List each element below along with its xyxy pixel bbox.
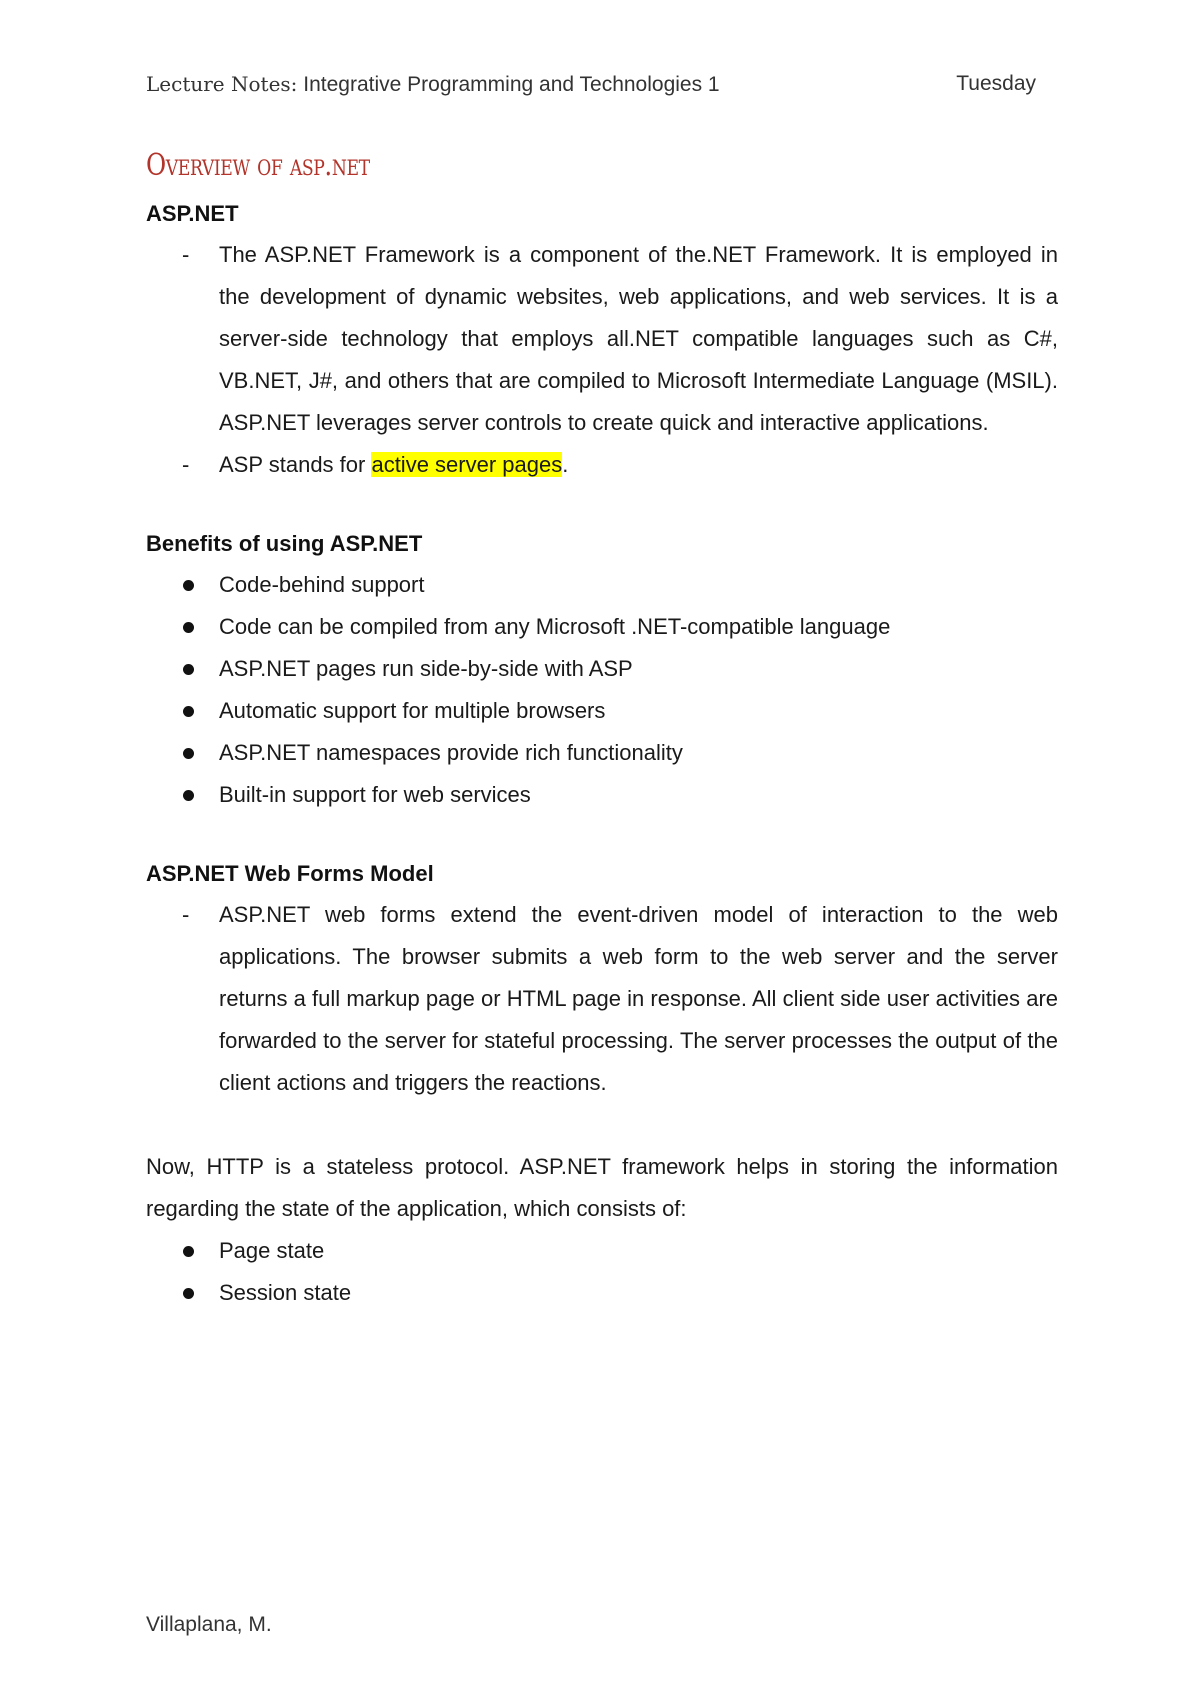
header-course xyxy=(146,72,720,97)
document-body xyxy=(146,148,1058,1314)
list-item-text: Code-behind support xyxy=(219,572,425,597)
list-item-text-end: . xyxy=(562,452,569,477)
state-list xyxy=(146,1230,1058,1314)
bullet-icon xyxy=(183,1246,194,1257)
page-header xyxy=(146,72,1036,104)
list-item xyxy=(146,1272,1058,1314)
list-item xyxy=(146,564,1058,606)
list-item xyxy=(146,1230,1058,1272)
section-heading-aspnet: ASP.NET xyxy=(146,201,239,226)
header-course-name: Integrative Programming and Technologies 1 xyxy=(303,73,720,96)
web-forms-list xyxy=(146,894,1058,1104)
list-item-text: ASP.NET pages run side-by-side with ASP xyxy=(219,656,633,681)
list-item xyxy=(146,690,1058,732)
list-item xyxy=(146,234,1058,444)
bullet-icon xyxy=(183,790,194,801)
header-label: Lecture Notes: xyxy=(146,72,298,96)
list-item xyxy=(146,774,1058,816)
list-item-text: Code can be compiled from any Microsoft .NET-compatible language xyxy=(219,614,891,639)
list-item-text: Automatic support for multiple browsers xyxy=(219,698,606,723)
bullet-icon xyxy=(183,580,194,591)
list-item-text: ASP.NET namespaces provide rich functionality xyxy=(219,740,683,765)
highlighted-text: active server pages xyxy=(371,452,563,477)
aspnet-list xyxy=(146,234,1058,486)
list-item-text: ASP.NET web forms extend the event-driven model of interaction to the web applications. The browser submits a web form to the web server and the server returns a full markup page or HTML page in response. All client side user activities are forwarded to the server for stateful processing. The server processes the output of the client actions and triggers the reactions. xyxy=(219,902,1058,1095)
bullet-icon xyxy=(183,706,194,717)
list-item xyxy=(146,648,1058,690)
section-heading-benefits: Benefits of using ASP.NET xyxy=(146,531,423,556)
benefits-list xyxy=(146,564,1058,816)
list-item-text: The ASP.NET Framework is a component of the.NET Framework. It is employed in the development of dynamic websites, web applications, and web services. It is a server-side technology that employs all.NET compatible languages such as C#, VB.NET, J#, and others that are compiled to Microsoft Intermediate Language (MSIL). ASP.NET leverages server controls to create quick and interactive applications. xyxy=(219,242,1058,435)
list-item-text: Session state xyxy=(219,1280,352,1305)
bullet-icon xyxy=(183,748,194,759)
state-paragraph: Now, HTTP is a stateless protocol. ASP.NET framework helps in storing the information regarding the state of the application, which consists of: xyxy=(146,1154,1058,1221)
list-item-text: Built-in support for web services xyxy=(219,782,531,807)
dash-marker: - xyxy=(182,242,190,267)
list-item xyxy=(146,894,1058,1104)
bullet-icon xyxy=(183,664,194,675)
bullet-icon xyxy=(183,1288,194,1299)
list-item-text: Page state xyxy=(219,1238,325,1263)
list-item xyxy=(146,444,1058,486)
header-day: Tuesday xyxy=(956,72,1036,95)
bullet-icon xyxy=(183,622,194,633)
page-title: Overview of asp.net xyxy=(146,148,370,183)
list-item xyxy=(146,606,1058,648)
list-item-text: ASP stands for xyxy=(219,452,372,477)
page-footer-author: Villaplana, M. xyxy=(146,1613,272,1636)
list-item xyxy=(146,732,1058,774)
dash-marker: - xyxy=(182,902,190,927)
section-heading-web-forms: ASP.NET Web Forms Model xyxy=(146,861,434,886)
dash-marker: - xyxy=(182,452,190,477)
